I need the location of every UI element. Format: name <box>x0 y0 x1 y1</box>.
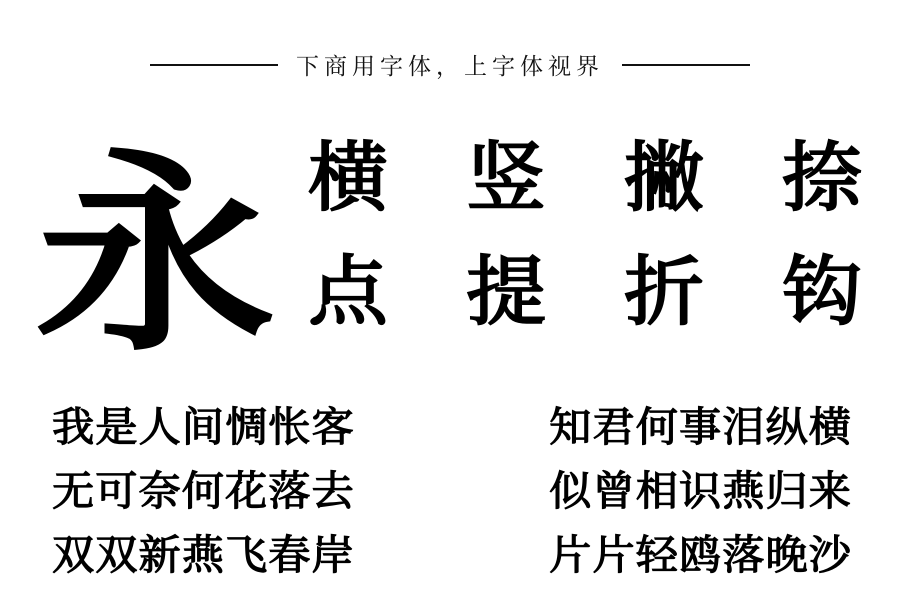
poem-row <box>52 464 852 518</box>
stroke-row <box>310 130 860 226</box>
hero-section <box>0 130 900 395</box>
stroke-char: 竖 <box>466 133 546 222</box>
poem-row <box>52 528 852 582</box>
header-rule-left <box>150 64 278 66</box>
poem-line-left: 双双新燕飞春岸 <box>52 531 355 579</box>
stroke-char: 点 <box>308 247 388 336</box>
stroke-char: 横 <box>308 133 388 222</box>
stroke-char: 撇 <box>624 133 704 222</box>
poem-line-right: 知君何事泪纵横 <box>549 403 852 451</box>
poem-line-right: 似曾相识燕归来 <box>549 467 852 515</box>
poem-line-right: 片片轻鸥落晚沙 <box>549 531 852 579</box>
stroke-char: 钩 <box>782 247 862 336</box>
header <box>0 48 900 81</box>
poem-block <box>52 400 852 582</box>
poem-line-left: 无可奈何花落去 <box>52 467 355 515</box>
stroke-row <box>310 244 860 340</box>
hero-glyph-yong: 永 <box>34 128 276 381</box>
stroke-grid <box>310 130 900 340</box>
page-title: 下商用字体，上字体视界 <box>296 54 604 80</box>
stroke-char: 提 <box>466 247 546 336</box>
stroke-char: 折 <box>624 247 704 336</box>
poem-row <box>52 400 852 454</box>
stroke-char: 捺 <box>782 133 862 222</box>
poem-line-left: 我是人间惆怅客 <box>52 403 355 451</box>
header-rule-right <box>622 64 750 66</box>
